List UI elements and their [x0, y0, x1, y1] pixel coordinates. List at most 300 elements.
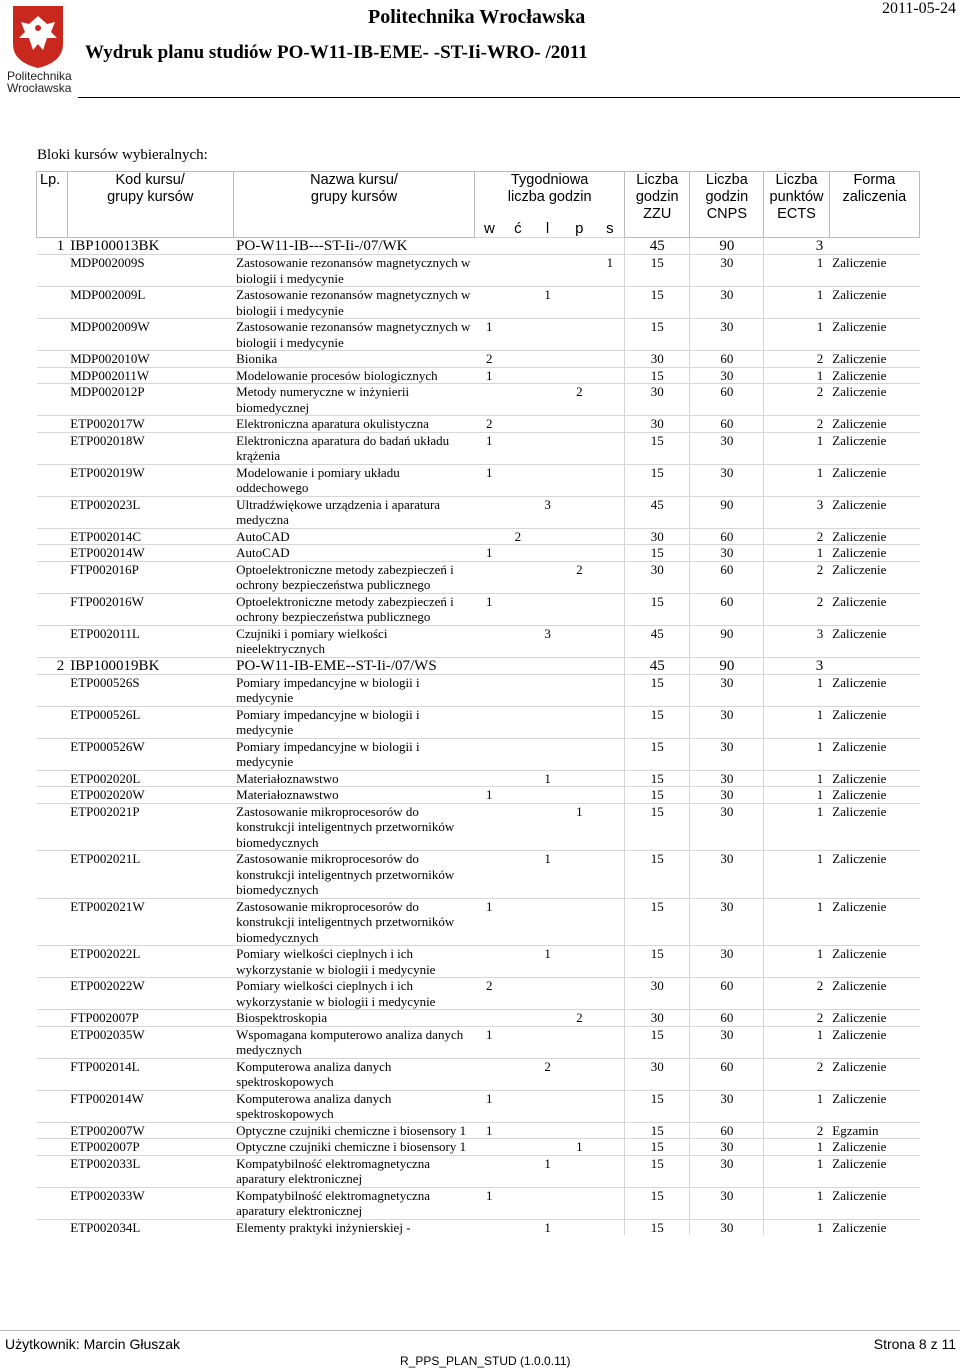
cell-lp	[37, 496, 68, 528]
cell-zzu: 15	[624, 674, 690, 706]
table-row	[37, 1187, 920, 1219]
cell-s	[596, 1010, 625, 1027]
cell-s	[596, 432, 625, 464]
cell-c	[504, 1122, 533, 1139]
col-lp: Lp.	[37, 172, 68, 238]
cell-zzu: 15	[624, 545, 690, 562]
cell-lp	[37, 464, 68, 496]
cell-forma: Zaliczenie	[829, 432, 919, 464]
cell-zzu: 15	[624, 1090, 690, 1122]
cell-w	[475, 238, 504, 255]
cell-l	[532, 545, 563, 562]
cell-s	[596, 545, 625, 562]
cell-s	[596, 1219, 625, 1235]
cell-w: 1	[475, 898, 504, 946]
cell-p	[563, 1155, 596, 1187]
cell-code: ETP000526L	[67, 706, 233, 738]
courses-table	[36, 171, 920, 1235]
cell-name: Kompatybilność elektromagnetyczna aparatury elektronicznej	[233, 1187, 475, 1219]
cell-ects: 3	[764, 625, 830, 657]
cell-p: 1	[563, 803, 596, 851]
cell-c	[504, 1026, 533, 1058]
cell-forma: Zaliczenie	[829, 1139, 919, 1156]
cell-w: 1	[475, 464, 504, 496]
cell-zzu: 30	[624, 978, 690, 1010]
cell-p: 2	[563, 384, 596, 416]
table-row	[37, 496, 920, 528]
cell-lp	[37, 898, 68, 946]
cell-zzu: 15	[624, 464, 690, 496]
cell-name: Zastosowanie mikroprocesorów do konstrukcji inteligentnych przetworników biomedycznych	[233, 803, 475, 851]
cell-l: 3	[532, 496, 563, 528]
cell-cnps: 30	[690, 1139, 764, 1156]
cell-cnps: 90	[690, 657, 764, 674]
cell-lp	[37, 351, 68, 368]
cell-s	[596, 384, 625, 416]
footer-report-code: R_PPS_PLAN_STUD (1.0.0.11)	[400, 1354, 571, 1368]
cell-cnps: 30	[690, 738, 764, 770]
cell-s	[596, 657, 625, 674]
cell-s	[596, 528, 625, 545]
cell-s	[596, 738, 625, 770]
cell-ects: 1	[764, 770, 830, 787]
cell-s	[596, 1187, 625, 1219]
cell-c	[504, 255, 533, 287]
cell-name: Biospektroskopia	[233, 1010, 475, 1027]
cell-ects: 2	[764, 351, 830, 368]
cell-lp	[37, 319, 68, 351]
footer-divider	[0, 1330, 960, 1331]
cell-name: AutoCAD	[233, 545, 475, 562]
cell-w	[475, 657, 504, 674]
cell-code: FTP002014L	[67, 1058, 233, 1090]
cell-s	[596, 946, 625, 978]
cell-s	[596, 1122, 625, 1139]
cell-ects: 1	[764, 464, 830, 496]
cell-name: PO-W11-IB---ST-Ii-/07/WK	[233, 238, 475, 255]
cell-c	[504, 674, 533, 706]
cell-w	[475, 738, 504, 770]
cell-p	[563, 1187, 596, 1219]
cell-w	[475, 851, 504, 899]
cell-l: 1	[532, 1219, 563, 1235]
cell-forma: Zaliczenie	[829, 1187, 919, 1219]
cell-c	[504, 978, 533, 1010]
cell-w	[475, 287, 504, 319]
cell-zzu: 45	[624, 625, 690, 657]
cell-code: ETP002033L	[67, 1155, 233, 1187]
cell-ects: 2	[764, 978, 830, 1010]
cell-code: ETP002020L	[67, 770, 233, 787]
cell-code: MDP002011W	[67, 367, 233, 384]
cell-l	[532, 528, 563, 545]
cell-w	[475, 770, 504, 787]
cell-ects: 2	[764, 593, 830, 625]
cell-p: 2	[563, 561, 596, 593]
cell-cnps: 60	[690, 593, 764, 625]
cell-p	[563, 593, 596, 625]
cell-s	[596, 1155, 625, 1187]
cell-l	[532, 1187, 563, 1219]
cell-lp	[37, 1058, 68, 1090]
table-row	[37, 625, 920, 657]
cell-cnps: 30	[690, 803, 764, 851]
cell-s	[596, 1026, 625, 1058]
cell-forma: Zaliczenie	[829, 770, 919, 787]
cell-c	[504, 432, 533, 464]
cell-c	[504, 1010, 533, 1027]
cell-l	[532, 351, 563, 368]
courses-body	[37, 238, 920, 1236]
cell-w: 1	[475, 1026, 504, 1058]
cell-w	[475, 706, 504, 738]
table-row	[37, 561, 920, 593]
cell-w	[475, 255, 504, 287]
cell-ects: 2	[764, 1058, 830, 1090]
cell-c	[504, 593, 533, 625]
cell-name: Czujniki i pomiary wielkości nieelektrycznych	[233, 625, 475, 657]
cell-w	[475, 496, 504, 528]
cell-w: 1	[475, 787, 504, 804]
cell-l	[532, 674, 563, 706]
cell-code: ETP002017W	[67, 416, 233, 433]
cell-s	[596, 319, 625, 351]
cell-ects: 1	[764, 946, 830, 978]
cell-l	[532, 1010, 563, 1027]
cell-p	[563, 238, 596, 255]
cell-cnps: 30	[690, 898, 764, 946]
cell-ects: 3	[764, 496, 830, 528]
cell-forma: Zaliczenie	[829, 593, 919, 625]
cell-c: 2	[504, 528, 533, 545]
cell-w: 1	[475, 432, 504, 464]
university-logo	[4, 4, 70, 94]
cell-c	[504, 496, 533, 528]
cell-c	[504, 770, 533, 787]
cell-name: Pomiary impedancyjne w biologii i medycynie	[233, 738, 475, 770]
cell-w: 1	[475, 1090, 504, 1122]
table-row	[37, 898, 920, 946]
cell-lp: 2	[37, 657, 68, 674]
cell-s	[596, 1139, 625, 1156]
cell-code: ETP002021W	[67, 898, 233, 946]
cell-zzu: 15	[624, 738, 690, 770]
col-l: l	[545, 220, 550, 237]
cell-code: IBP100013BK	[67, 238, 233, 255]
cell-zzu: 45	[624, 496, 690, 528]
cell-lp	[37, 561, 68, 593]
cell-p	[563, 946, 596, 978]
cell-ects: 1	[764, 367, 830, 384]
cell-lp	[37, 1010, 68, 1027]
col-zzu: Liczba godzin ZZU	[624, 172, 690, 238]
cell-l	[532, 319, 563, 351]
cell-ects: 2	[764, 416, 830, 433]
cell-ects: 3	[764, 238, 830, 255]
cell-lp	[37, 1139, 68, 1156]
cell-p	[563, 496, 596, 528]
cell-p	[563, 464, 596, 496]
cell-zzu: 15	[624, 898, 690, 946]
table-row	[37, 464, 920, 496]
cell-p	[563, 1219, 596, 1235]
cell-forma: Zaliczenie	[829, 528, 919, 545]
cell-p: 1	[563, 1139, 596, 1156]
cell-code: ETP002018W	[67, 432, 233, 464]
cell-cnps: 30	[690, 706, 764, 738]
col-w: w	[484, 220, 495, 237]
cell-cnps: 60	[690, 384, 764, 416]
cell-code: ETP002033W	[67, 1187, 233, 1219]
cell-w	[475, 1219, 504, 1235]
cell-forma: Zaliczenie	[829, 255, 919, 287]
table-row	[37, 416, 920, 433]
cell-lp	[37, 593, 68, 625]
cell-zzu: 45	[624, 238, 690, 255]
cell-name: Optoelektroniczne metody zabezpieczeń i ochrony bezpieczeństwa publicznego	[233, 561, 475, 593]
cell-p	[563, 787, 596, 804]
cell-forma: Zaliczenie	[829, 367, 919, 384]
cell-code: ETP002022W	[67, 978, 233, 1010]
cell-zzu: 30	[624, 1058, 690, 1090]
cell-cnps: 30	[690, 464, 764, 496]
cell-zzu: 15	[624, 593, 690, 625]
cell-w: 1	[475, 1187, 504, 1219]
cell-forma	[829, 657, 919, 674]
cell-w: 2	[475, 416, 504, 433]
cell-code: ETP002014C	[67, 528, 233, 545]
table-row	[37, 1155, 920, 1187]
cell-ects: 2	[764, 528, 830, 545]
col-kod: Kod kursu/ grupy kursów	[67, 172, 233, 238]
cell-ects: 1	[764, 738, 830, 770]
cell-p: 2	[563, 1010, 596, 1027]
cell-l	[532, 706, 563, 738]
table-row	[37, 593, 920, 625]
cell-name: Zastosowanie rezonansów magnetycznych w biologii i medycynie	[233, 319, 475, 351]
cell-forma: Zaliczenie	[829, 1090, 919, 1122]
cell-c	[504, 657, 533, 674]
cell-ects: 1	[764, 319, 830, 351]
cell-s	[596, 416, 625, 433]
cell-p	[563, 287, 596, 319]
cell-cnps: 30	[690, 1155, 764, 1187]
cell-p	[563, 528, 596, 545]
cell-s	[596, 496, 625, 528]
cell-code: ETP002022L	[67, 946, 233, 978]
cell-s	[596, 898, 625, 946]
cell-name: Zastosowanie rezonansów magnetycznych w biologii i medycynie	[233, 287, 475, 319]
cell-ects: 1	[764, 674, 830, 706]
cell-l	[532, 978, 563, 1010]
cell-code: ETP002011L	[67, 625, 233, 657]
cell-c	[504, 706, 533, 738]
cell-c	[504, 351, 533, 368]
cell-code: ETP002035W	[67, 1026, 233, 1058]
cell-forma: Zaliczenie	[829, 1155, 919, 1187]
cell-ects: 1	[764, 545, 830, 562]
cell-p	[563, 978, 596, 1010]
cell-l: 3	[532, 625, 563, 657]
cell-zzu: 15	[624, 1187, 690, 1219]
cell-name: Metody numeryczne w inżynierii biomedycznej	[233, 384, 475, 416]
cell-p	[563, 674, 596, 706]
col-p: p	[575, 220, 584, 237]
cell-w: 2	[475, 978, 504, 1010]
cell-ects: 1	[764, 1219, 830, 1235]
cell-l	[532, 367, 563, 384]
cell-lp	[37, 287, 68, 319]
cell-ects: 2	[764, 561, 830, 593]
cell-forma: Zaliczenie	[829, 738, 919, 770]
cell-l: 1	[532, 287, 563, 319]
table-row	[37, 1122, 920, 1139]
cell-l: 2	[532, 1058, 563, 1090]
cell-ects: 1	[764, 851, 830, 899]
cell-w: 1	[475, 1122, 504, 1139]
cell-name: Modelowanie procesów biologicznych	[233, 367, 475, 384]
cell-ects: 1	[764, 706, 830, 738]
cell-l	[532, 803, 563, 851]
page-title: Wydruk planu studiów PO-W11-IB-EME- -ST-Ii-WRO- /2011	[85, 42, 588, 63]
cell-lp	[37, 416, 68, 433]
cell-c	[504, 1058, 533, 1090]
cell-zzu: 15	[624, 803, 690, 851]
cell-c	[504, 803, 533, 851]
cell-name: Pomiary wielkości cieplnych i ich wykorzystanie w biologii i medycynie	[233, 978, 475, 1010]
col-c: ć	[514, 220, 522, 237]
cell-forma: Zaliczenie	[829, 319, 919, 351]
cell-l	[532, 1026, 563, 1058]
cell-c	[504, 946, 533, 978]
cell-s	[596, 978, 625, 1010]
cell-lp	[37, 1090, 68, 1122]
cell-ects: 2	[764, 1010, 830, 1027]
cell-zzu: 15	[624, 319, 690, 351]
cell-name: Optyczne czujniki chemiczne i biosensory 1	[233, 1139, 475, 1156]
cell-ects: 1	[764, 1090, 830, 1122]
cell-cnps: 90	[690, 496, 764, 528]
cell-s	[596, 625, 625, 657]
table-row	[37, 1090, 920, 1122]
cell-lp	[37, 625, 68, 657]
cell-zzu: 15	[624, 367, 690, 384]
group-row	[37, 657, 920, 674]
table-row	[37, 738, 920, 770]
cell-code: FTP002016W	[67, 593, 233, 625]
cell-ects: 1	[764, 787, 830, 804]
cell-p	[563, 416, 596, 433]
table-row	[37, 384, 920, 416]
cell-name: Bionika	[233, 351, 475, 368]
cell-s	[596, 367, 625, 384]
cell-cnps: 30	[690, 319, 764, 351]
cell-w	[475, 674, 504, 706]
cell-code: ETP000526W	[67, 738, 233, 770]
cell-forma: Zaliczenie	[829, 803, 919, 851]
cell-forma: Egzamin	[829, 1122, 919, 1139]
cell-s	[596, 593, 625, 625]
cell-zzu: 15	[624, 770, 690, 787]
cell-cnps: 30	[690, 946, 764, 978]
cell-lp	[37, 384, 68, 416]
cell-l	[532, 1122, 563, 1139]
table-row	[37, 351, 920, 368]
cell-p	[563, 851, 596, 899]
cell-w: 1	[475, 319, 504, 351]
cell-code: MDP002009W	[67, 319, 233, 351]
cell-s: 1	[596, 255, 625, 287]
cell-zzu: 45	[624, 657, 690, 674]
cell-code: ETP002007P	[67, 1139, 233, 1156]
cell-lp	[37, 1026, 68, 1058]
cell-name: Zastosowanie mikroprocesorów do konstrukcji inteligentnych przetworników biomedycznych	[233, 898, 475, 946]
cell-c	[504, 238, 533, 255]
table-row	[37, 1026, 920, 1058]
table-row	[37, 946, 920, 978]
section-title: Bloki kursów wybieralnych:	[37, 147, 208, 163]
cell-p	[563, 738, 596, 770]
cell-forma	[829, 238, 919, 255]
cell-lp	[37, 706, 68, 738]
cell-s	[596, 351, 625, 368]
table-row	[37, 528, 920, 545]
header-divider	[78, 97, 960, 98]
cell-c	[504, 1139, 533, 1156]
cell-name: Wspomagana komputerowo analiza danych medycznych	[233, 1026, 475, 1058]
cell-name: Komputerowa analiza danych spektroskopowych	[233, 1090, 475, 1122]
cell-name: Elektroniczna aparatura do badań układu krążenia	[233, 432, 475, 464]
cell-c	[504, 787, 533, 804]
cell-s	[596, 238, 625, 255]
table-row	[37, 255, 920, 287]
cell-l	[532, 561, 563, 593]
table-row	[37, 706, 920, 738]
cell-l	[532, 657, 563, 674]
col-cnps: Liczba godzin CNPS	[690, 172, 764, 238]
col-tygodniowa: Tygodniowa liczba godzin	[475, 172, 625, 217]
cell-name: Modelowanie i pomiary układu oddechowego	[233, 464, 475, 496]
cell-name: Kompatybilność elektromagnetyczna aparatury elektronicznej	[233, 1155, 475, 1187]
cell-forma: Zaliczenie	[829, 1026, 919, 1058]
cell-p	[563, 657, 596, 674]
table-row	[37, 367, 920, 384]
cell-lp: 1	[37, 238, 68, 255]
cell-s	[596, 706, 625, 738]
footer-user: Użytkownik: Marcin Głuszak	[5, 1336, 181, 1352]
cell-forma: Zaliczenie	[829, 674, 919, 706]
cell-l	[532, 384, 563, 416]
cell-lp	[37, 1219, 68, 1235]
cell-p	[563, 367, 596, 384]
cell-w	[475, 528, 504, 545]
cell-lp	[37, 803, 68, 851]
table-row	[37, 1219, 920, 1235]
cell-s	[596, 851, 625, 899]
cell-p	[563, 898, 596, 946]
cell-p	[563, 1058, 596, 1090]
cell-ects: 1	[764, 803, 830, 851]
cell-s	[596, 770, 625, 787]
cell-name: Pomiary impedancyjne w biologii i medycynie	[233, 674, 475, 706]
cell-zzu: 30	[624, 351, 690, 368]
cell-l	[532, 238, 563, 255]
cell-forma: Zaliczenie	[829, 946, 919, 978]
cell-code: FTP002016P	[67, 561, 233, 593]
cell-lp	[37, 1122, 68, 1139]
cell-forma: Zaliczenie	[829, 561, 919, 593]
cell-forma: Zaliczenie	[829, 978, 919, 1010]
